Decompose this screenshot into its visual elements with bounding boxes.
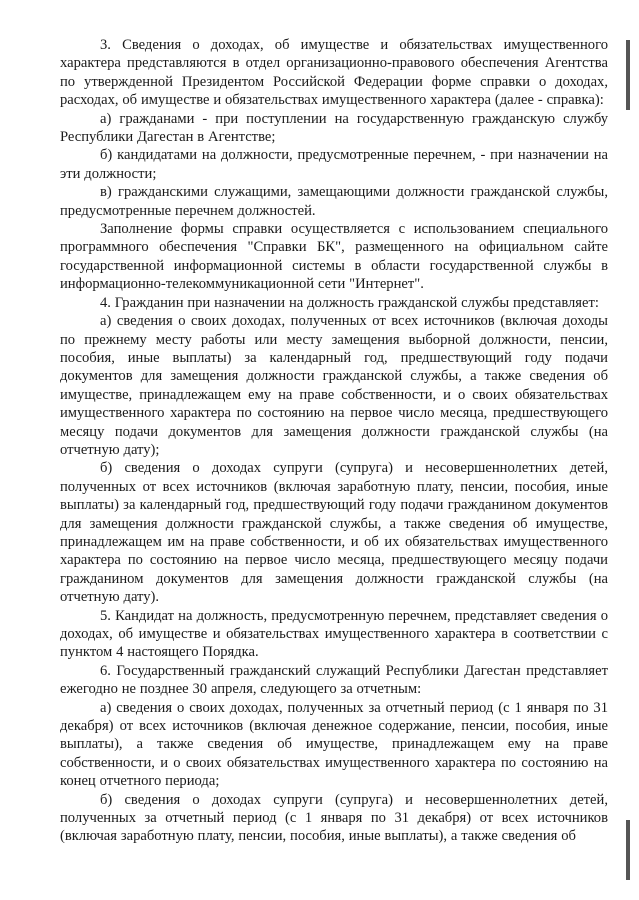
paragraph-6a: а) сведения о своих доходах, полученных за отчетный период (с 1 января по 31 декабря) от всех источников (включая денежное содержание, пенсии, пособия, иные выплаты), а также сведения об имуществе, принадлежащем ему на праве собственности, и о своих обязательствах имущественного характера по состоянию на конец отчетного периода; <box>60 699 608 790</box>
paragraph-4: 4. Гражданин при назначении на должность гражданской службы представляет: <box>100 294 599 311</box>
paragraph-6: 6. Государственный гражданский служащий Республики Дагестан представляет ежегодно не позднее 30 апреля, следующего за отчетным: <box>60 662 608 698</box>
paragraph-3b: б) кандидатами на должности, предусмотренные перечнем, - при назначении на эти должности; <box>60 147 608 182</box>
paragraph-3a: а) гражданами - при поступлении на государственную гражданскую службу Республики Дагестан в Агентстве; <box>60 110 608 146</box>
paragraph-6b: б) сведения о доходах супруги (супруга) и несовершеннолетних детей, полученных за отчетный период (с 1 января по 31 декабря) от всех источников (включая заработную плату, пенсии, пособия, иные выплаты), а также сведения об <box>60 791 608 845</box>
paragraph-4b: б) сведения о доходах супруги (супруга) и несовершеннолетних детей, полученных от всех источников (включая заработную плату, пенсии, пособия, иные выплаты) за календарный год, предшествующий году подачи гражданином документов для замещения должности гражданской службы, а также сведения об имуществе, принадлежащем им на праве собственности, и об их обязательствах имущественного характера по состоянию на первое число месяца, предшествующего месяцу подачи гражданином документов для замещения должности гражданской службы (на отчетную дату). <box>60 460 608 606</box>
paragraph-4a: а) сведения о своих доходах, полученных от всех источников (включая доходы по прежнему месту работы или месту замещения выборной должности, пенсии, пособия, иные выплаты) за календарный год, предшествующий году подачи документов для замещения должности гражданской службы, а также сведения об имуществе, принадлежащем ему на праве собственности, и о своих обязательствах имущественного характера по состоянию на первое число месяца, предшествующего месяцу подачи документов для замещения должности гражданской службы (на отчетную дату); <box>60 313 608 458</box>
paragraph-3c: в) гражданскими служащими, замещающими должности гражданской службы, предусмотренные перечнем должностей. <box>60 184 608 219</box>
scan-edge-mark <box>626 820 630 880</box>
document-body <box>60 36 608 846</box>
paragraph-5: 5. Кандидат на должность, предусмотренную перечнем, представляет сведения о доходах, об имуществе и обязательствах имущественного характера в соответствии с пунктом 4 настоящего Порядка. <box>60 607 608 661</box>
paragraph-3: 3. Сведения о доходах, об имуществе и обязательствах имущественного характера представляются в отдел организационно-правового обеспечения Агентства по утвержденной Президентом Российской Федерации форме справки о доходах, расходах, об имуществе и обязательствах имущественного характера (далее - справка): <box>60 37 608 109</box>
paragraph-form-filling: Заполнение формы справки осуществляется с использованием специального программного обеспечения "Справки БК", размещенного на официальном сайте государственной информационной системы в области государственной службы в информационно-телекоммуникационной сети "Интернет". <box>60 221 608 293</box>
scan-edge-mark <box>626 40 630 110</box>
